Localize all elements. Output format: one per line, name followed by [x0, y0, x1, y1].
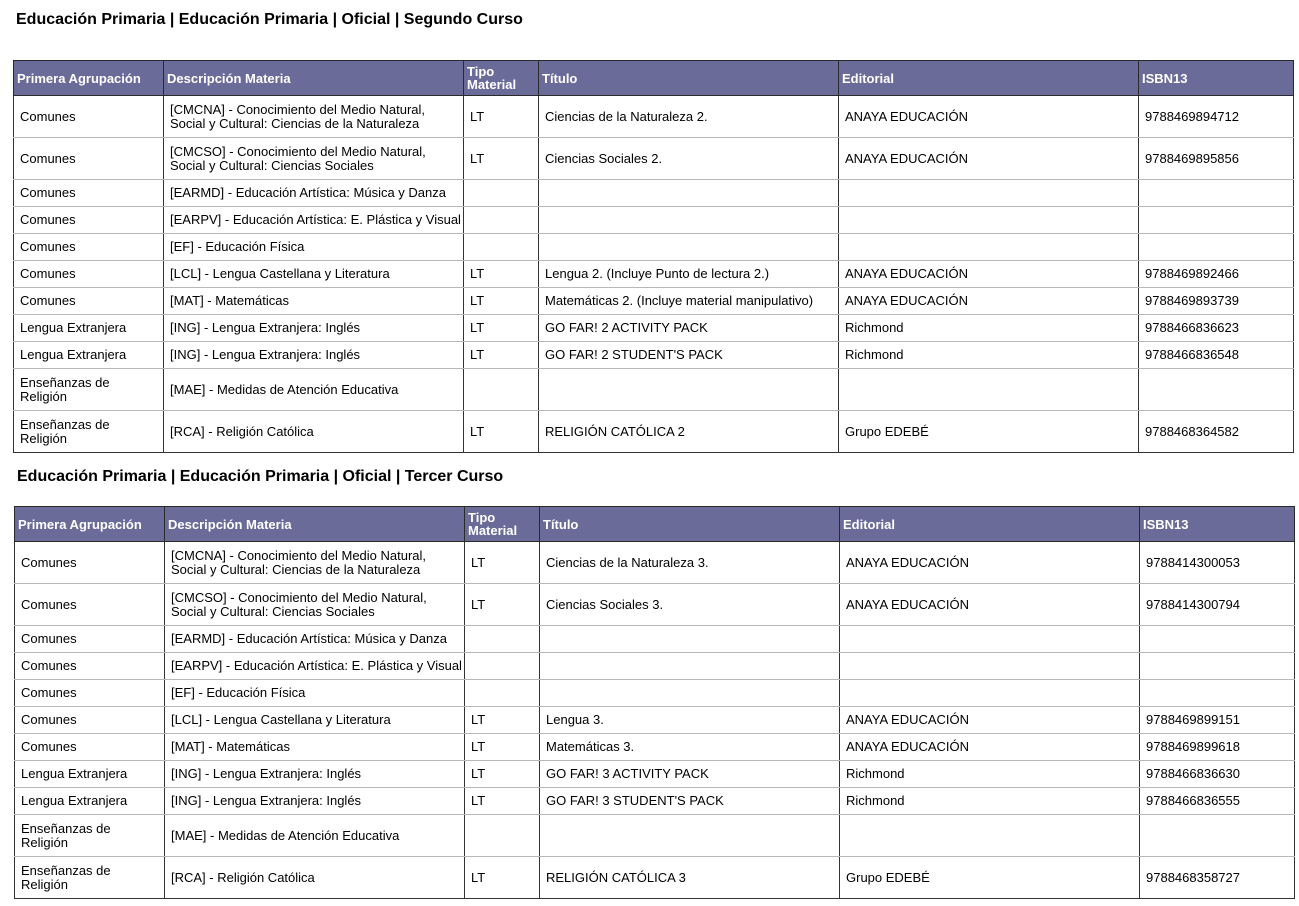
cell-descripcion: [RCA] - Religión Católica — [164, 411, 464, 453]
table-row — [14, 207, 1294, 234]
cell-isbn: 9788469892466 — [1139, 261, 1294, 288]
cell-editorial: Richmond — [839, 315, 1139, 342]
cell-editorial: ANAYA EDUCACIÓN — [840, 584, 1140, 626]
cell-isbn: 9788466836630 — [1140, 761, 1295, 788]
cell-tipo: LT — [464, 288, 539, 315]
cell-isbn — [1139, 207, 1294, 234]
cell-isbn: 9788468364582 — [1139, 411, 1294, 453]
cell-tipo: LT — [464, 138, 539, 180]
cell-titulo: Ciencias Sociales 3. — [540, 584, 840, 626]
cell-descripcion: [EARMD] - Educación Artística: Música y Danza — [165, 626, 465, 653]
cell-editorial: ANAYA EDUCACIÓN — [839, 288, 1139, 315]
cell-agrupacion: Comunes — [15, 584, 165, 626]
table-row — [15, 680, 1295, 707]
cell-descripcion: [ING] - Lengua Extranjera: Inglés — [164, 342, 464, 369]
cell-titulo: GO FAR! 2 STUDENT'S PACK — [539, 342, 839, 369]
cell-descripcion: [EARPV] - Educación Artística: E. Plástica y Visual — [164, 207, 464, 234]
table-row — [14, 180, 1294, 207]
cell-titulo: GO FAR! 3 ACTIVITY PACK — [540, 761, 840, 788]
col-header-agrupacion: Primera Agrupación — [15, 507, 165, 542]
table-row — [14, 342, 1294, 369]
cell-titulo — [540, 815, 840, 857]
cell-editorial: ANAYA EDUCACIÓN — [839, 138, 1139, 180]
cell-isbn — [1140, 680, 1295, 707]
cell-tipo: LT — [465, 542, 540, 584]
cell-isbn — [1139, 180, 1294, 207]
table-header-row — [15, 507, 1295, 542]
table-row — [14, 261, 1294, 288]
col-header-descripcion: Descripción Materia — [164, 61, 464, 96]
table-row — [15, 626, 1295, 653]
cell-editorial — [839, 234, 1139, 261]
cell-editorial — [839, 207, 1139, 234]
table-row — [14, 315, 1294, 342]
table-row — [14, 411, 1294, 453]
cell-isbn — [1139, 369, 1294, 411]
cell-titulo: GO FAR! 3 STUDENT'S PACK — [540, 788, 840, 815]
cell-tipo: LT — [464, 261, 539, 288]
table-row — [15, 761, 1295, 788]
cell-editorial: Richmond — [839, 342, 1139, 369]
cell-editorial — [840, 815, 1140, 857]
cell-titulo — [539, 234, 839, 261]
cell-agrupacion: Comunes — [14, 207, 164, 234]
col-header-editorial: Editorial — [840, 507, 1140, 542]
table-row — [15, 542, 1295, 584]
col-header-tipo: Tipo Material — [464, 61, 539, 96]
cell-editorial: ANAYA EDUCACIÓN — [839, 261, 1139, 288]
cell-editorial — [839, 369, 1139, 411]
cell-descripcion: [CMCSO] - Conocimiento del Medio Natural, Social y Cultural: Ciencias Sociales — [164, 138, 464, 180]
cell-editorial — [840, 626, 1140, 653]
cell-tipo: LT — [464, 96, 539, 138]
cell-editorial: ANAYA EDUCACIÓN — [839, 96, 1139, 138]
cell-titulo: Ciencias de la Naturaleza 3. — [540, 542, 840, 584]
cell-titulo: RELIGIÓN CATÓLICA 3 — [540, 857, 840, 899]
cell-editorial: ANAYA EDUCACIÓN — [840, 542, 1140, 584]
table-row — [15, 815, 1295, 857]
table-row — [14, 138, 1294, 180]
cell-titulo — [539, 207, 839, 234]
cell-editorial: ANAYA EDUCACIÓN — [840, 734, 1140, 761]
table-row — [14, 369, 1294, 411]
cell-titulo — [540, 626, 840, 653]
table-row — [15, 734, 1295, 761]
cell-editorial — [840, 680, 1140, 707]
cell-tipo — [465, 680, 540, 707]
cell-isbn: 9788414300794 — [1140, 584, 1295, 626]
cell-agrupacion: Comunes — [15, 626, 165, 653]
cell-tipo — [465, 653, 540, 680]
cell-tipo: LT — [465, 734, 540, 761]
table-row — [15, 857, 1295, 899]
col-header-titulo: Título — [540, 507, 840, 542]
cell-descripcion: [CMCSO] - Conocimiento del Medio Natural, Social y Cultural: Ciencias Sociales — [165, 584, 465, 626]
cell-descripcion: [LCL] - Lengua Castellana y Literatura — [165, 707, 465, 734]
cell-editorial: Richmond — [840, 761, 1140, 788]
cell-agrupacion: Lengua Extranjera — [15, 788, 165, 815]
cell-tipo — [464, 207, 539, 234]
col-header-isbn: ISBN13 — [1140, 507, 1295, 542]
table-row — [14, 96, 1294, 138]
cell-isbn: 9788469894712 — [1139, 96, 1294, 138]
cell-editorial: Richmond — [840, 788, 1140, 815]
cell-agrupacion: Comunes — [15, 734, 165, 761]
cell-agrupacion: Enseñanzas de Religión — [14, 369, 164, 411]
table-row — [15, 788, 1295, 815]
cell-tipo: LT — [465, 857, 540, 899]
cell-agrupacion: Comunes — [15, 542, 165, 584]
cell-descripcion: [EF] - Educación Física — [164, 234, 464, 261]
col-header-editorial: Editorial — [839, 61, 1139, 96]
cell-isbn: 9788469893739 — [1139, 288, 1294, 315]
cell-titulo: GO FAR! 2 ACTIVITY PACK — [539, 315, 839, 342]
cell-agrupacion: Lengua Extranjera — [14, 342, 164, 369]
cell-isbn: 9788469895856 — [1139, 138, 1294, 180]
cell-editorial: Grupo EDEBÉ — [840, 857, 1140, 899]
cell-editorial — [839, 180, 1139, 207]
cell-isbn: 9788414300053 — [1140, 542, 1295, 584]
cell-tipo — [464, 234, 539, 261]
cell-agrupacion: Comunes — [14, 138, 164, 180]
cell-isbn: 9788468358727 — [1140, 857, 1295, 899]
cell-descripcion: [ING] - Lengua Extranjera: Inglés — [165, 761, 465, 788]
cell-agrupacion: Comunes — [14, 180, 164, 207]
cell-descripcion: [MAT] - Matemáticas — [165, 734, 465, 761]
cell-titulo: Lengua 3. — [540, 707, 840, 734]
cell-tipo: LT — [464, 342, 539, 369]
cell-titulo: Matemáticas 2. (Incluye material manipulativo) — [539, 288, 839, 315]
section-title: Educación Primaria | Educación Primaria | Oficial | Tercer Curso — [17, 468, 504, 485]
cell-descripcion: [EARMD] - Educación Artística: Música y Danza — [164, 180, 464, 207]
table-header-row — [14, 61, 1294, 96]
cell-editorial: Grupo EDEBÉ — [839, 411, 1139, 453]
cell-agrupacion: Lengua Extranjera — [14, 315, 164, 342]
cell-tipo — [464, 369, 539, 411]
table-row — [14, 234, 1294, 261]
cell-isbn — [1140, 653, 1295, 680]
cell-descripcion: [MAE] - Medidas de Atención Educativa — [164, 369, 464, 411]
cell-agrupacion: Comunes — [15, 680, 165, 707]
cell-tipo: LT — [465, 761, 540, 788]
cell-tipo: LT — [464, 411, 539, 453]
cell-isbn: 9788469899618 — [1140, 734, 1295, 761]
cell-tipo: LT — [464, 315, 539, 342]
cell-tipo — [465, 626, 540, 653]
cell-agrupacion: Enseñanzas de Religión — [15, 857, 165, 899]
cell-agrupacion: Comunes — [15, 653, 165, 680]
cell-agrupacion: Comunes — [14, 261, 164, 288]
cell-descripcion: [EF] - Educación Física — [165, 680, 465, 707]
cell-isbn — [1140, 626, 1295, 653]
cell-tipo — [464, 180, 539, 207]
books-table — [14, 506, 1295, 899]
cell-titulo: Lengua 2. (Incluye Punto de lectura 2.) — [539, 261, 839, 288]
table-row — [15, 707, 1295, 734]
cell-titulo: Ciencias de la Naturaleza 2. — [539, 96, 839, 138]
col-header-titulo: Título — [539, 61, 839, 96]
cell-titulo: RELIGIÓN CATÓLICA 2 — [539, 411, 839, 453]
cell-editorial — [840, 653, 1140, 680]
cell-isbn — [1140, 815, 1295, 857]
cell-titulo — [540, 653, 840, 680]
cell-descripcion: [MAT] - Matemáticas — [164, 288, 464, 315]
col-header-isbn: ISBN13 — [1139, 61, 1294, 96]
col-header-agrupacion: Primera Agrupación — [14, 61, 164, 96]
cell-descripcion: [EARPV] - Educación Artística: E. Plástica y Visual — [165, 653, 465, 680]
cell-editorial: ANAYA EDUCACIÓN — [840, 707, 1140, 734]
table-row — [15, 584, 1295, 626]
cell-agrupacion: Comunes — [14, 288, 164, 315]
cell-descripcion: [ING] - Lengua Extranjera: Inglés — [165, 788, 465, 815]
table-row — [15, 653, 1295, 680]
table-row — [14, 288, 1294, 315]
books-table — [13, 60, 1294, 453]
cell-agrupacion: Comunes — [15, 707, 165, 734]
cell-tipo: LT — [465, 584, 540, 626]
cell-tipo: LT — [465, 707, 540, 734]
cell-isbn: 9788466836623 — [1139, 315, 1294, 342]
cell-isbn — [1139, 234, 1294, 261]
cell-tipo — [465, 815, 540, 857]
cell-agrupacion: Enseñanzas de Religión — [15, 815, 165, 857]
cell-titulo: Ciencias Sociales 2. — [539, 138, 839, 180]
section-title: Educación Primaria | Educación Primaria | Oficial | Segundo Curso — [16, 11, 523, 28]
cell-tipo: LT — [465, 788, 540, 815]
cell-agrupacion: Comunes — [14, 234, 164, 261]
col-header-descripcion: Descripción Materia — [165, 507, 465, 542]
cell-titulo — [539, 369, 839, 411]
cell-descripcion: [CMCNA] - Conocimiento del Medio Natural, Social y Cultural: Ciencias de la Naturaleza — [164, 96, 464, 138]
cell-agrupacion: Comunes — [14, 96, 164, 138]
cell-descripcion: [MAE] - Medidas de Atención Educativa — [165, 815, 465, 857]
cell-isbn: 9788466836555 — [1140, 788, 1295, 815]
cell-agrupacion: Lengua Extranjera — [15, 761, 165, 788]
cell-titulo — [539, 180, 839, 207]
cell-isbn: 9788466836548 — [1139, 342, 1294, 369]
cell-titulo — [540, 680, 840, 707]
col-header-tipo: Tipo Material — [465, 507, 540, 542]
cell-descripcion: [ING] - Lengua Extranjera: Inglés — [164, 315, 464, 342]
cell-titulo: Matemáticas 3. — [540, 734, 840, 761]
cell-isbn: 9788469899151 — [1140, 707, 1295, 734]
cell-descripcion: [RCA] - Religión Católica — [165, 857, 465, 899]
cell-descripcion: [CMCNA] - Conocimiento del Medio Natural, Social y Cultural: Ciencias de la Naturaleza — [165, 542, 465, 584]
cell-descripcion: [LCL] - Lengua Castellana y Literatura — [164, 261, 464, 288]
cell-agrupacion: Enseñanzas de Religión — [14, 411, 164, 453]
